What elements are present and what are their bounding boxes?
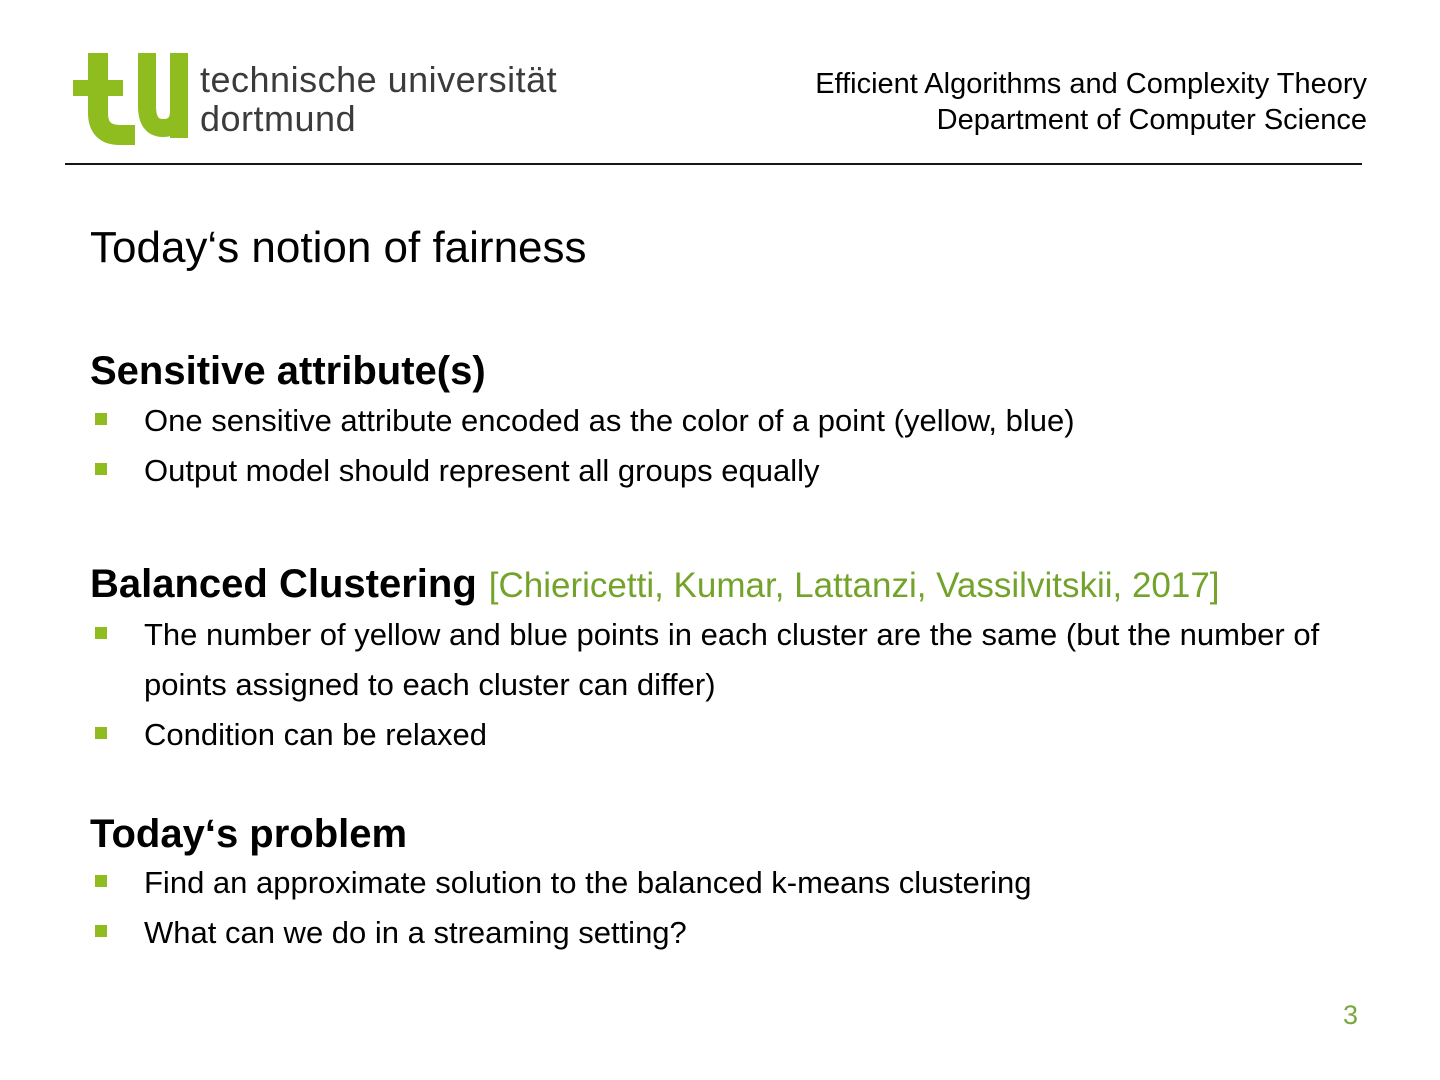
section-heading-todays-problem: [90, 814, 419, 854]
list-item: [90, 446, 1340, 496]
list-item-text: The number of yellow and blue points in each cluster are the same (but the number of points assigned to each cluster can differ): [144, 617, 1320, 702]
header-divider: [65, 163, 1362, 165]
bullet-list-todays-problem: [90, 858, 1340, 958]
page-number: 3: [1343, 1000, 1359, 1030]
bullet-list-balanced-clustering: [90, 610, 1340, 760]
logo-wordmark-line2: dortmund: [200, 98, 357, 139]
list-item: [90, 908, 1340, 958]
list-item-text: Output model should represent all groups equally: [144, 453, 820, 488]
list-item-text: Find an approximate solution to the balanced k-means clustering: [144, 865, 1032, 900]
department-name: Department of Computer Science: [936, 104, 1367, 136]
section-heading-text: Today‘s problem: [90, 812, 408, 856]
section-citation: [Chiericetti, Kumar, Lattanzi, Vassilvitskii, 2017]: [488, 566, 1220, 605]
tu-logo-icon: [73, 53, 188, 148]
list-item-text: What can we do in a streaming setting?: [144, 915, 687, 950]
list-item-text: One sensitive attribute encoded as the color of a point (yellow, blue): [144, 403, 1075, 438]
course-title: Efficient Algorithms and Complexity Theory: [815, 68, 1367, 100]
section-heading-balanced-clustering: [90, 564, 1220, 604]
section-heading-text: Sensitive attribute(s): [90, 349, 486, 393]
section-heading-sensitive-attributes: [90, 351, 498, 391]
section-heading-text: Balanced Clustering: [90, 562, 477, 606]
list-item-text: Condition can be relaxed: [144, 717, 487, 752]
list-item: [90, 610, 1340, 710]
list-item: [90, 396, 1340, 446]
list-item: [90, 710, 1340, 760]
list-item: [90, 858, 1340, 908]
tu-logo-wordmark: [200, 60, 557, 138]
header-course-block: [815, 66, 1367, 138]
slide-title: Today‘s notion of fairness: [90, 223, 587, 272]
logo-wordmark-line1: technische universität: [200, 59, 558, 100]
bullet-list-sensitive-attributes: [90, 396, 1340, 496]
